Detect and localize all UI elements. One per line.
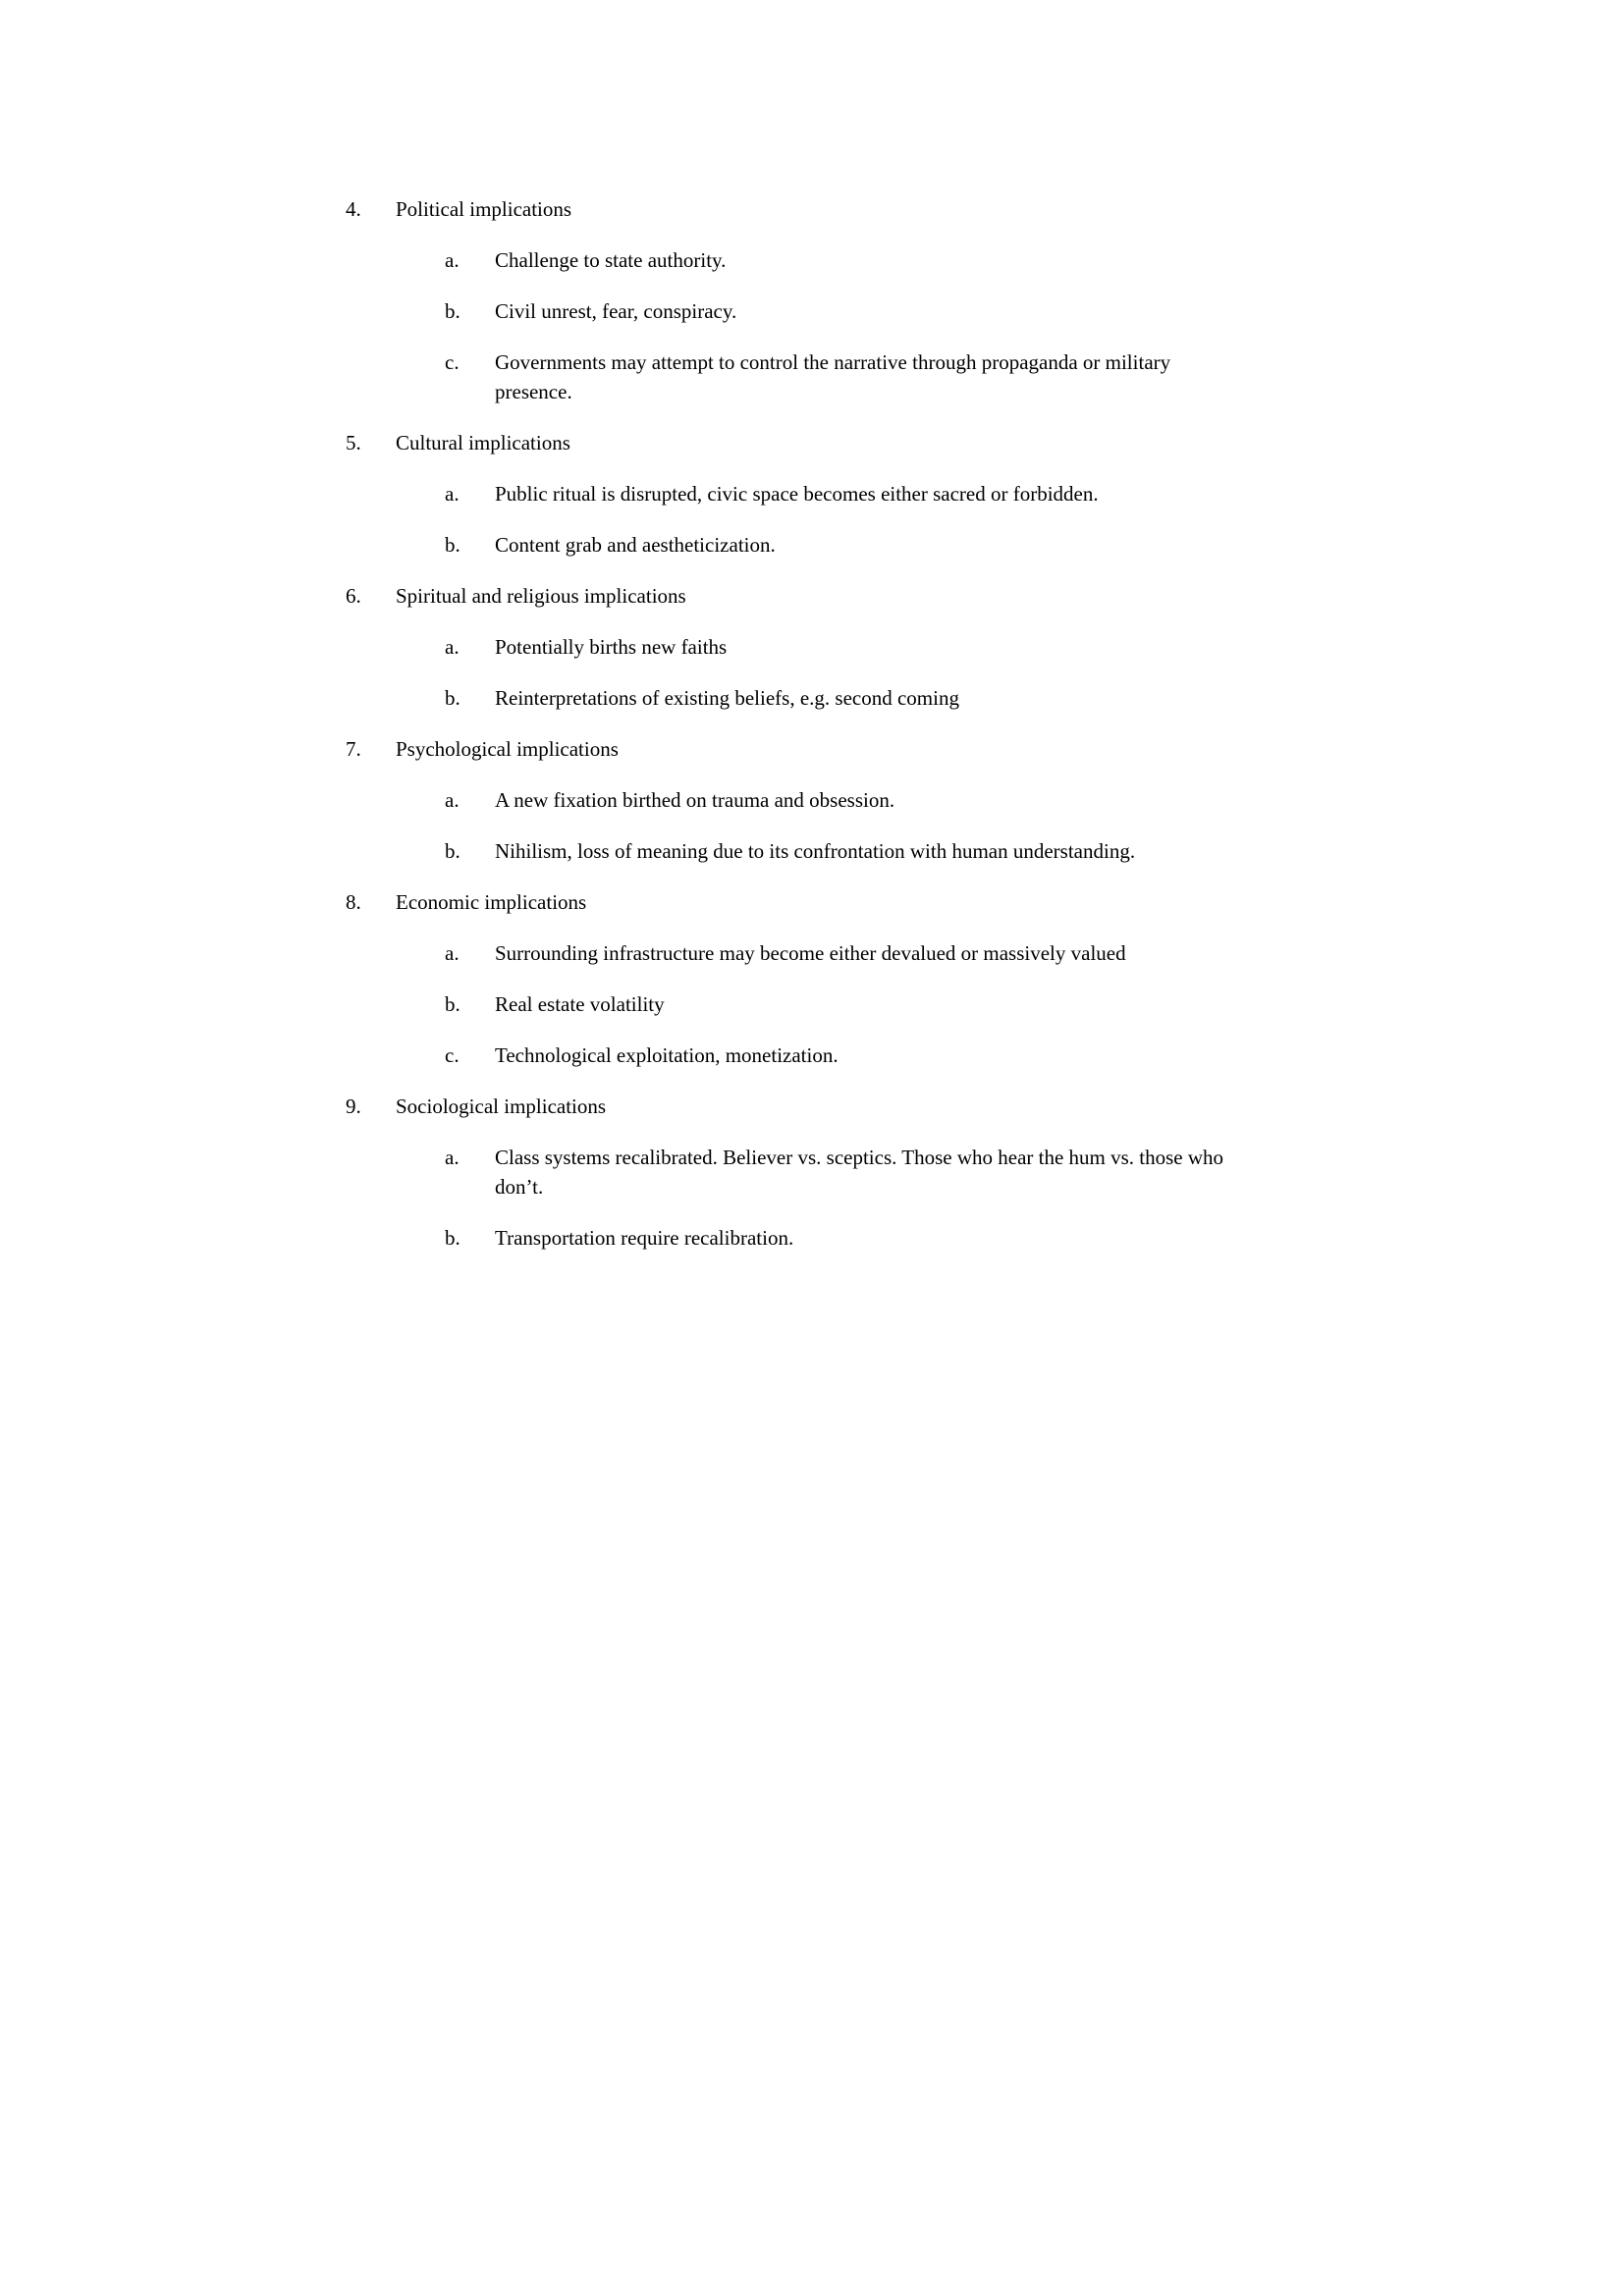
item-text: Civil unrest, fear, conspiracy. (495, 299, 737, 323)
item-text: Potentially births new faiths (495, 635, 728, 659)
outline-section (346, 428, 1249, 560)
list-item (445, 836, 1249, 866)
section-title: Political implications (396, 197, 572, 221)
section-heading (346, 1092, 1249, 1121)
list-item (445, 632, 1249, 662)
item-text: Content grab and aestheticization. (495, 533, 776, 557)
section-number: 9. (346, 1095, 361, 1118)
outline-section (346, 581, 1249, 713)
item-letter: b. (445, 1226, 460, 1250)
list-item (445, 530, 1249, 560)
item-letter: b. (445, 299, 460, 323)
list-item (445, 1223, 1249, 1253)
section-title: Psychological implications (396, 737, 619, 761)
sub-item-list (346, 632, 1249, 713)
outline-section (346, 734, 1249, 866)
item-letter: a. (445, 941, 460, 965)
list-item (445, 989, 1249, 1019)
item-text: Transportation require recalibration. (495, 1226, 794, 1250)
item-text: Real estate volatility (495, 992, 665, 1016)
item-letter: a. (445, 788, 460, 812)
section-number: 4. (346, 197, 361, 221)
outline-section (346, 887, 1249, 1070)
sub-item-list (346, 785, 1249, 866)
outline-section (346, 194, 1249, 406)
section-heading (346, 734, 1249, 764)
item-text: Public ritual is disrupted, civic space becomes either sacred or forbidden. (495, 482, 1099, 506)
item-letter: a. (445, 635, 460, 659)
section-title: Cultural implications (396, 431, 570, 454)
section-title: Sociological implications (396, 1095, 607, 1118)
section-heading (346, 428, 1249, 457)
list-item (445, 938, 1249, 968)
item-text: Technological exploitation, monetization. (495, 1043, 839, 1067)
list-item (445, 347, 1249, 406)
item-letter: b. (445, 839, 460, 863)
implications-outline (346, 194, 1249, 1253)
item-letter: c. (445, 350, 460, 374)
list-item (445, 683, 1249, 713)
list-item (445, 479, 1249, 508)
list-item (445, 785, 1249, 815)
item-text: Surrounding infrastructure may become either devalued or massively valued (495, 941, 1126, 965)
item-text: A new fixation birthed on trauma and obsession. (495, 788, 895, 812)
item-letter: b. (445, 992, 460, 1016)
section-title: Spiritual and religious implications (396, 584, 686, 608)
item-text: Reinterpretations of existing beliefs, e.g. second coming (495, 686, 959, 710)
sub-item-list (346, 1143, 1249, 1253)
item-letter: c. (445, 1043, 460, 1067)
section-heading (346, 194, 1249, 224)
section-number: 5. (346, 431, 361, 454)
item-letter: a. (445, 482, 460, 506)
item-text: Nihilism, loss of meaning due to its confrontation with human understanding. (495, 839, 1136, 863)
item-text: Governments may attempt to control the narrative through propaganda or military presence. (495, 350, 1171, 403)
list-item (445, 1041, 1249, 1070)
section-number: 7. (346, 737, 361, 761)
list-item (445, 1143, 1249, 1201)
section-number: 8. (346, 890, 361, 914)
item-text: Class systems recalibrated. Believer vs. sceptics. Those who hear the hum vs. those who don’t. (495, 1146, 1224, 1199)
item-letter: a. (445, 248, 460, 272)
outline-section (346, 1092, 1249, 1253)
list-item (445, 245, 1249, 275)
item-letter: a. (445, 1146, 460, 1169)
section-heading (346, 581, 1249, 611)
section-number: 6. (346, 584, 361, 608)
item-letter: b. (445, 686, 460, 710)
item-letter: b. (445, 533, 460, 557)
sub-item-list (346, 479, 1249, 560)
sub-item-list (346, 245, 1249, 406)
section-heading (346, 887, 1249, 917)
section-title: Economic implications (396, 890, 587, 914)
item-text: Challenge to state authority. (495, 248, 727, 272)
sub-item-list (346, 938, 1249, 1070)
list-item (445, 296, 1249, 326)
